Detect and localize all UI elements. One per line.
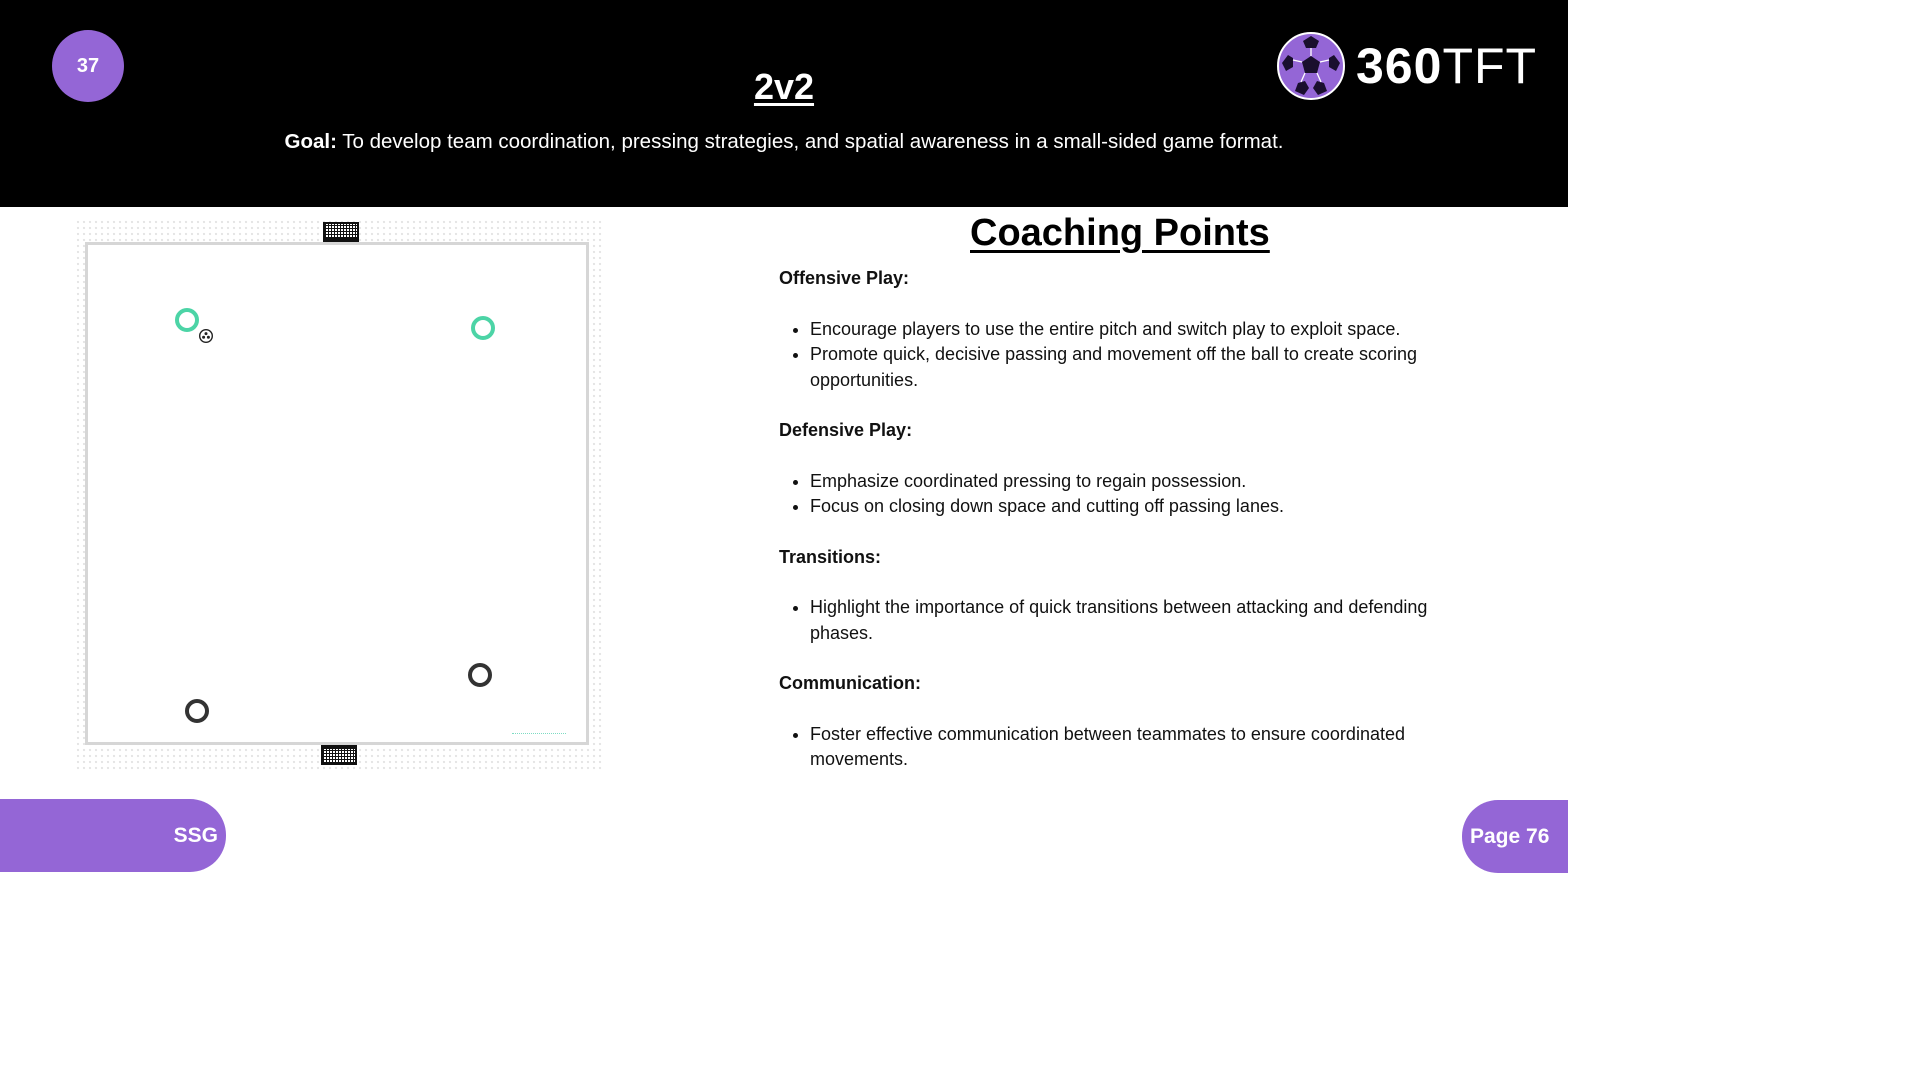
section-heading: Defensive Play: [779,420,913,440]
section-defensive [779,418,1479,520]
section-heading: Offensive Play: [779,268,910,288]
coaching-points-title: Coaching Points [970,212,1270,254]
list-item: • Foster effective communication between teammates to ensure coordinated movements. [810,722,1479,773]
bullet-list [779,595,1479,646]
attacker-player-1 [175,308,199,332]
goal-net-icon [321,745,357,765]
soccer-ball-icon [1276,31,1346,101]
list-item: • Promote quick, decisive passing and movement off the ball to create scoring opportunities. [810,342,1479,393]
defender-player-2 [185,699,209,723]
list-item: • Encourage players to use the entire pitch and switch play to exploit space. [810,317,1479,343]
brand-name: 360TFT [1356,38,1538,94]
section-heading: Communication: [779,673,921,693]
bullet-list [779,317,1479,394]
list-item: • Focus on closing down space and cutting off passing lanes. [810,494,1479,520]
list-item: • Emphasize coordinated pressing to regain possession. [810,469,1479,495]
pitch-diagram [75,219,603,771]
section-communication [779,671,1479,773]
category-tag: SSG [0,799,226,872]
defender-player-1 [468,663,492,687]
goal-text [0,130,1568,154]
drill-title: 2v2 [753,66,815,107]
coaching-points-body [779,266,1479,798]
brand-logo [1276,31,1537,101]
soccer-ball-icon [199,329,213,343]
section-transitions [779,545,1479,647]
attacker-player-2 [471,316,495,340]
list-item: • Highlight the importance of quick transitions between attacking and defending phases. [810,595,1479,646]
diagram-watermark [512,733,566,737]
goal-description: To develop team coordination, pressing strategies, and spatial awareness in a small-sided game format. [342,130,1284,153]
header-banner [0,0,1568,207]
bullet-list [779,722,1479,773]
section-heading: Transitions: [779,546,882,567]
page-number-tag: Page 76 [1462,800,1568,873]
goal-label: Goal: [284,130,337,153]
goal-net-icon [323,222,359,242]
section-offensive [779,266,1479,393]
bullet-list [779,469,1479,520]
pitch-field [85,242,589,745]
drill-number-badge: 37 [52,30,124,102]
